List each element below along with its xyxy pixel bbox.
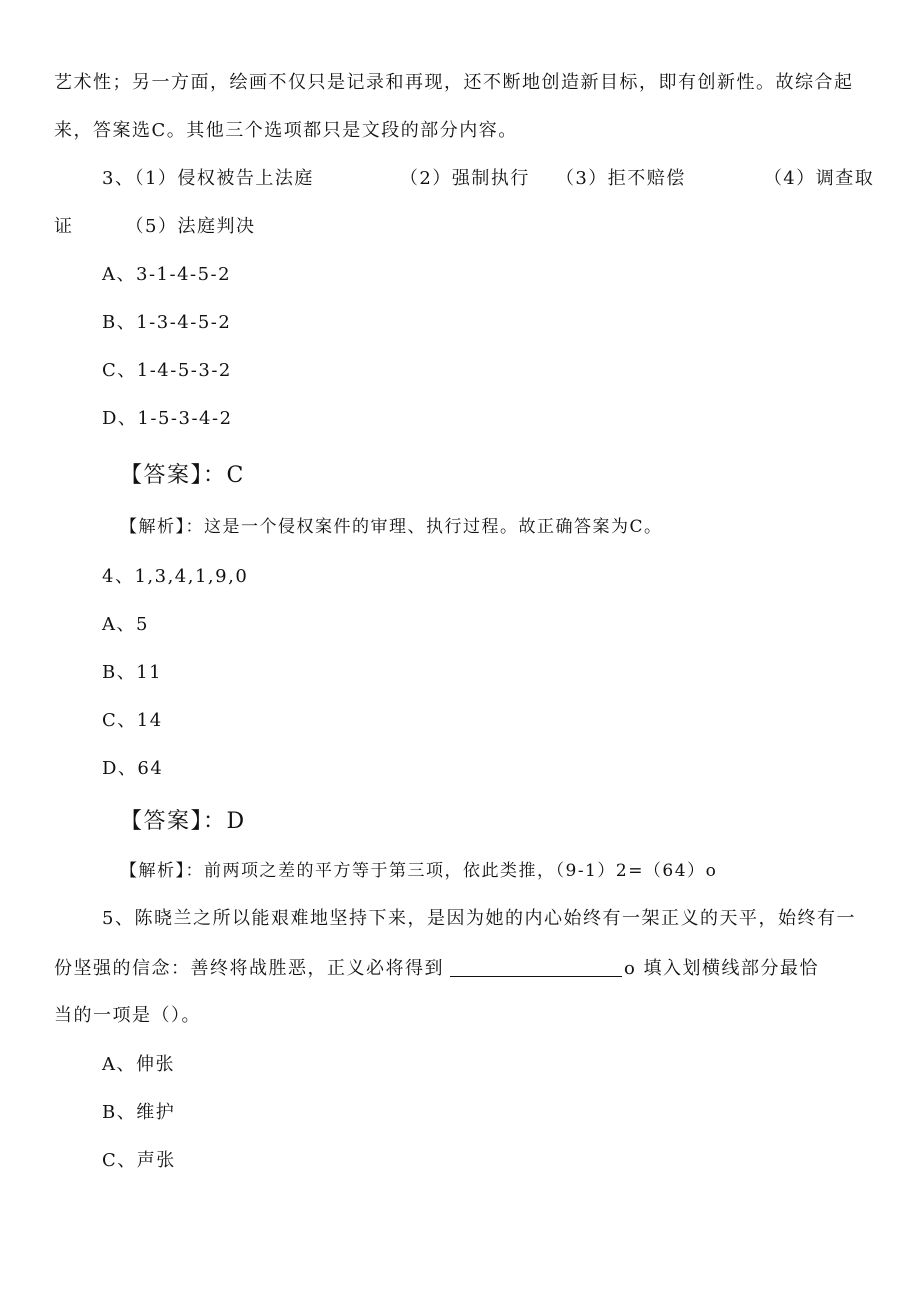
q3-answer: [120, 458, 245, 489]
q3-option-c: C、1-4-5-3-2: [102, 360, 232, 381]
fill-in-blank: [450, 958, 622, 977]
question-3-line-1: [102, 164, 874, 190]
question-3-line-2: [54, 212, 255, 238]
q3-analysis: 【解析】：这是一个侵权案件的审理、执行过程。故正确答案为C。: [120, 517, 663, 537]
q3-option-a: A、3-1-4-5-2: [102, 264, 232, 285]
question-number: 3、: [102, 168, 135, 189]
answer-label: 【答案】: [120, 809, 204, 834]
q5-option-a: A、伸张: [102, 1054, 175, 1075]
q3-item-5: （5）法庭判决: [125, 216, 256, 237]
answer-label: 【答案】：: [120, 463, 227, 488]
question-4: 4、1,3,4,1,9,0: [102, 566, 249, 587]
q4-option-c: C、14: [102, 710, 163, 731]
q3-option-d: D、1-5-3-4-2: [102, 408, 233, 429]
q5-text-before-blank: 份坚强的信念：善终将战胜恶，正义必将得到: [54, 958, 444, 979]
answer-value: C: [226, 463, 245, 488]
question-5-line-2: [54, 954, 819, 980]
q4-option-b: B、11: [102, 662, 163, 683]
q5-text-after-blank: o 填入划横线部分最恰: [624, 958, 820, 979]
q3-item-3: （3）拒不赔偿: [555, 168, 686, 189]
question-5-line-1: 5、陈晓兰之所以能艰难地坚持下来，是因为她的内心始终有一架正义的天平，始终有一: [102, 908, 856, 929]
prev-text-line-1: 艺术性；另一方面，绘画不仅只是记录和再现，还不断地创造新目标，即有创新性。故综合起: [54, 72, 854, 93]
q3-option-b: B、1-3-4-5-2: [102, 312, 232, 333]
q4-answer: [120, 804, 246, 835]
question-5-line-3: 当的一项是（）。: [54, 1005, 201, 1026]
prev-text-line-2: 来，答案选C。其他三个选项都只是文段的部分内容。: [54, 120, 518, 141]
q3-item-2: （2）强制执行: [399, 168, 530, 189]
q4-analysis: 【解析】：前两项之差的平方等于第三项，依此类推，（9-1）2=（64）o: [120, 861, 718, 881]
q4-option-a: A、5: [102, 614, 149, 635]
q5-option-c: C、声张: [102, 1150, 176, 1171]
q5-option-b: B、维护: [102, 1102, 176, 1123]
q3-item-4-cont: 证: [54, 216, 74, 237]
q3-item-4: （4）调查取: [763, 168, 875, 189]
answer-value: ：D: [203, 809, 246, 834]
q4-option-d: D、64: [102, 758, 164, 779]
q3-item-1: （1）侵权被告上法庭: [134, 168, 314, 189]
